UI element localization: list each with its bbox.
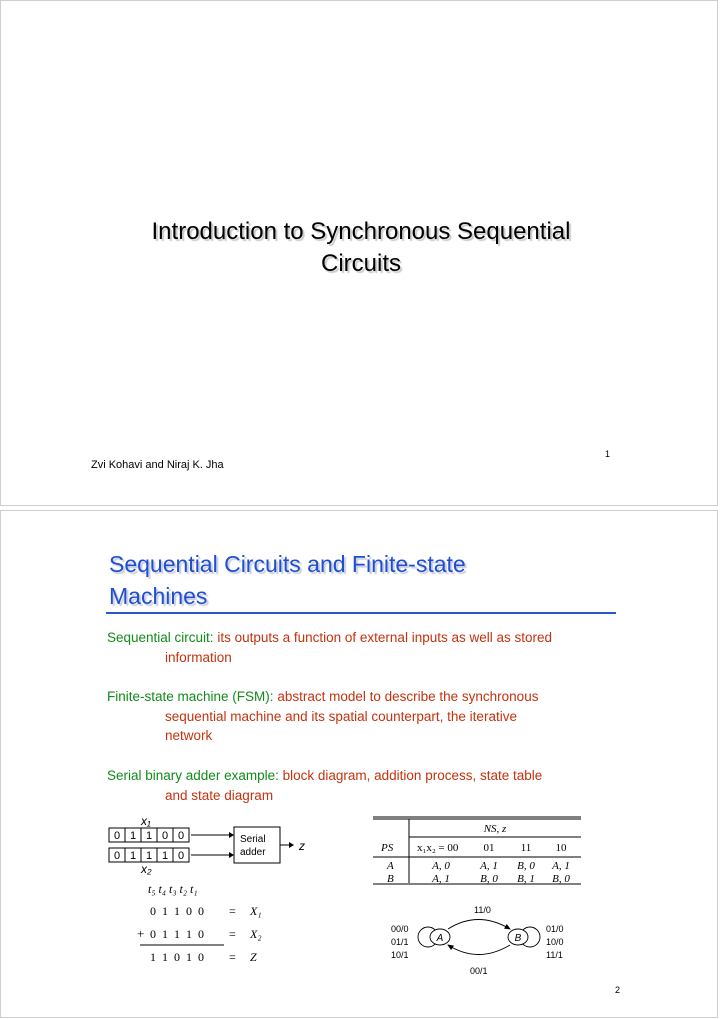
slide-2-title-line-1: Sequential Circuits and Finite-state xyxy=(109,551,466,577)
state-table-rows xyxy=(386,860,570,885)
equals-sign: = xyxy=(229,904,236,918)
slide-2-page-number: 2 xyxy=(615,985,621,995)
col-header-10: 10 xyxy=(555,842,567,854)
state-diagram xyxy=(386,901,596,977)
next-state-output-cell: B, 0 xyxy=(480,873,498,885)
x1-bits-row: 0 1 1 0 0 xyxy=(150,904,204,918)
transition-label-a-to-b: 11/0 xyxy=(474,905,491,915)
bit-value: 0 xyxy=(161,830,169,842)
slide-1 xyxy=(0,0,718,506)
state-a-label: A xyxy=(436,933,444,944)
bullet-text-continued: network xyxy=(165,728,213,743)
bullet-fsm xyxy=(107,687,607,746)
b-self-label-10: 10/0 xyxy=(546,937,564,947)
ns-z-header: NS, z xyxy=(483,823,507,835)
ps-header: PS xyxy=(381,842,394,854)
slide-2-title xyxy=(109,548,609,612)
x2-bit-register xyxy=(109,848,189,862)
b-self-label-01: 01/0 xyxy=(546,924,564,934)
next-state-output-cell: B, 0 xyxy=(517,860,535,872)
state-b-label: B xyxy=(514,933,522,944)
bit-value: 0 xyxy=(177,830,185,842)
col-header-11: 11 xyxy=(520,842,532,854)
next-state-output-cell: A, 1 xyxy=(432,873,450,885)
slide-2-title-line-2: Machines xyxy=(109,583,208,609)
x2-arrow xyxy=(229,852,234,858)
present-state-cell: B xyxy=(387,873,394,885)
bullet-text-continued: and state diagram xyxy=(165,787,274,803)
serial-adder-block-diagram xyxy=(101,813,321,875)
plus-sign: + xyxy=(137,926,145,941)
z-name: Z xyxy=(250,950,257,964)
bullet-text: block diagram, addition process, state table xyxy=(282,768,543,783)
x1-bit-register xyxy=(109,828,189,842)
bit-value: 0 xyxy=(113,850,121,862)
serial-adder-label-2: adder xyxy=(240,847,266,858)
x1-arrow xyxy=(229,832,234,838)
a-self-label-00: 00/0 xyxy=(391,924,409,934)
col-header-00: x₁x₂ = 00 xyxy=(417,842,459,854)
transition-arrow-b-to-a xyxy=(448,945,510,955)
bullet-serial-adder xyxy=(107,766,607,805)
col-header-01: 01 xyxy=(483,842,495,854)
next-state-output-cell: A, 1 xyxy=(552,860,570,872)
x1-name: X₁ xyxy=(250,904,262,918)
equals-sign: = xyxy=(229,927,236,941)
serial-adder-label-1: Serial xyxy=(240,834,266,845)
bullet-text: abstract model to describe the synchronous xyxy=(277,689,539,704)
bullet-text-continued: sequential machine and its spatial counterpart, the iterative xyxy=(165,708,517,724)
slide-1-title-line-2: Circuits xyxy=(320,250,401,277)
addition-process xyxy=(126,879,296,967)
title-underline xyxy=(106,612,616,614)
slide-1-page-number: 1 xyxy=(605,449,611,459)
bit-value: 0 xyxy=(177,850,185,862)
bit-value: 1 xyxy=(161,850,169,862)
bullet-term: Serial binary adder example: xyxy=(107,768,279,783)
x2-bits-row: 0 1 1 1 0 xyxy=(150,927,204,941)
output-arrow xyxy=(289,842,294,848)
next-state-output-cell: B, 1 xyxy=(517,873,535,885)
bit-value: 0 xyxy=(113,830,121,842)
bullet-sequential-circuit xyxy=(107,628,607,667)
x2-label: x₂ xyxy=(141,862,152,875)
transition-arrow-a-to-b xyxy=(448,920,510,930)
x1-label: x₁ xyxy=(141,814,151,828)
bullet-text: its outputs a function of external inputs as well as stored xyxy=(217,630,553,645)
bit-value: 1 xyxy=(129,830,137,842)
present-state-cell: A xyxy=(387,860,394,872)
next-state-output-cell: B, 0 xyxy=(552,873,570,885)
slide-1-title-line-1: Introduction to Synchronous Sequential xyxy=(151,218,571,245)
bit-value: 1 xyxy=(129,850,137,862)
next-state-output-cell: A, 0 xyxy=(432,860,450,872)
bit-value: 1 xyxy=(145,850,153,862)
transition-label-b-to-a: 00/1 xyxy=(470,966,488,976)
next-state-output-cell: A, 1 xyxy=(480,860,498,872)
author-credit: Zvi Kohavi and Niraj K. Jha xyxy=(91,459,224,471)
b-self-label-11: 11/1 xyxy=(546,950,563,960)
bullet-text-continued: information xyxy=(165,649,232,665)
time-header: t₅ t₄ t₃ t₂ t₁ xyxy=(148,882,198,896)
bullet-term: Finite-state machine (FSM): xyxy=(107,689,274,704)
bullet-term: Sequential circuit: xyxy=(107,630,214,645)
equals-sign: = xyxy=(229,950,236,964)
x2-name: X₂ xyxy=(250,927,262,941)
z-bits-row: 1 1 0 1 0 xyxy=(150,950,204,964)
a-self-label-01: 01/1 xyxy=(391,937,409,947)
state-table xyxy=(371,813,586,887)
a-self-label-10: 10/1 xyxy=(391,950,409,960)
bit-value: 1 xyxy=(145,830,153,842)
slide-1-title xyxy=(81,216,641,280)
output-z-label: z xyxy=(299,839,305,853)
slide-2 xyxy=(0,510,718,1018)
